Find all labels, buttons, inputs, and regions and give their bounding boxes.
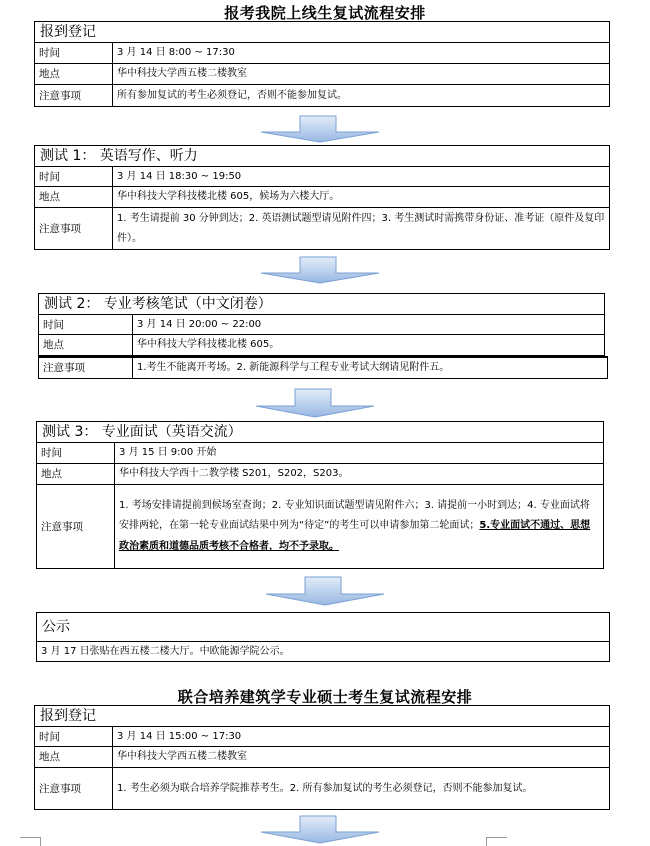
row-value: 所有参加复试的考生必须登记，否则不能参加复试。 <box>113 85 610 107</box>
row-label: 时间 <box>35 167 113 187</box>
notes-emphasis: 5.专业面试不通过、思想政治素质和道德品质考核不合格者，均不予录取。 <box>119 520 591 552</box>
step-header: 测试 3： 专业面试（英语交流） <box>37 422 604 443</box>
step2-registration-table <box>34 705 610 810</box>
row-label: 注意事项 <box>39 357 133 378</box>
flow-arrow-icon <box>258 115 382 143</box>
row-value: 3 月 15 日 9:00 开始 <box>115 443 604 464</box>
row-label: 地点 <box>39 335 133 356</box>
row-value <box>115 485 604 569</box>
flow-arrow-icon <box>258 256 382 284</box>
step-header: 报到登记 <box>35 706 610 727</box>
step-header: 公示 <box>37 613 610 642</box>
announcement-note: 3 月 17 日张贴在西五楼二楼大厅。中欧能源学院公示。 <box>37 642 610 662</box>
row-label: 地点 <box>35 64 113 85</box>
step-test1-table <box>34 145 610 250</box>
step-test3-table <box>36 421 604 569</box>
row-label: 地点 <box>37 464 115 485</box>
step-header: 测试 1： 英语写作、听力 <box>35 146 610 167</box>
row-value: 华中科技大学西五楼二楼教室 <box>113 747 610 768</box>
row-label: 地点 <box>35 187 113 208</box>
row-value: 1. 考生必须为联合培养学院推荐考生。2. 所有参加复试的考生必须登记，否则不能参加复试。 <box>113 768 610 810</box>
row-label: 注意事项 <box>35 208 113 250</box>
row-label: 地点 <box>35 747 113 768</box>
row-label: 注意事项 <box>37 485 115 569</box>
step-header: 测试 2： 专业考核笔试（中文闭卷） <box>39 294 605 315</box>
row-value: 3 月 14 日 20:00 ~ 22:00 <box>133 315 605 335</box>
step-header: 报到登记 <box>35 22 610 43</box>
row-value: 华中科技大学科技楼北楼 605，候场为六楼大厅。 <box>113 187 610 208</box>
row-value: 华中科技大学科技楼北楼 605。 <box>133 335 605 356</box>
notes-text: 1. 考场安排请提前到候场室查询；2. 专业知识面试题型请见附件六；3. 请提前一小时到达；4. 专业面试将安排两轮，在第一轮专业面试结果中列为“待定”的考生可以申请参加第二轮面试； <box>119 499 590 532</box>
section-title: 联合培养建筑学专业硕士考生复试流程安排 <box>177 688 473 706</box>
row-value: 3 月 14 日 18:30 ~ 19:50 <box>113 167 610 187</box>
step-test2-table <box>38 293 605 356</box>
step-test2-notes-table <box>38 356 608 379</box>
row-label: 注意事项 <box>35 85 113 107</box>
row-value: 1.考生不能离开考场。2. 新能源科学与工程专业考试大纲请见附件五。 <box>133 357 608 378</box>
row-value: 3 月 14 日 15:00 ~ 17:30 <box>113 727 610 747</box>
flow-arrow-icon <box>258 815 382 845</box>
row-label: 时间 <box>35 727 113 747</box>
step-announcement-table <box>36 612 610 662</box>
row-label: 时间 <box>37 443 115 464</box>
row-value: 1. 考生请提前 30 分钟到达；2. 英语测试题型请见附件四；3. 考生测试时需携带身份证、准考证（原件及复印件）。 <box>113 208 610 250</box>
row-label: 时间 <box>35 43 113 64</box>
row-label: 时间 <box>39 315 133 335</box>
step-registration-table <box>34 21 610 107</box>
row-label: 注意事项 <box>35 768 113 810</box>
row-value: 3 月 14 日 8:00 ~ 17:30 <box>113 43 610 64</box>
flow-arrow-icon <box>253 388 377 418</box>
row-value: 华中科技大学西五楼二楼教室 <box>113 64 610 85</box>
flow-arrow-icon <box>263 576 387 606</box>
page-title: 报考我院上线生复试流程安排 <box>224 4 426 22</box>
row-value: 华中科技大学西十二教学楼 S201，S202，S203。 <box>115 464 604 485</box>
